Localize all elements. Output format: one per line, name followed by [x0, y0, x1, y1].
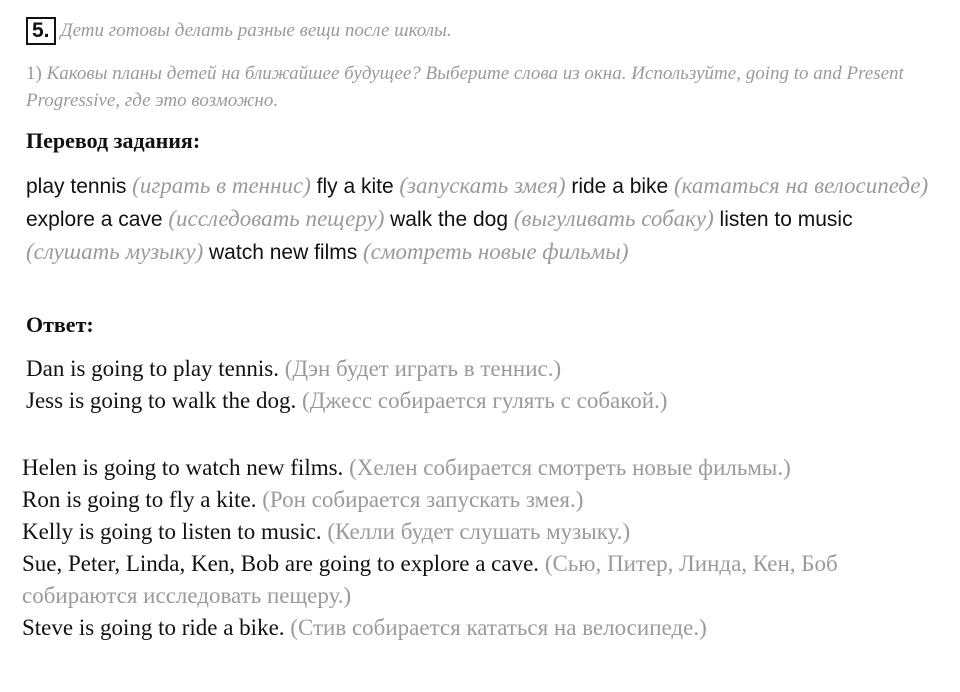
- word-en: walk the dog: [390, 208, 509, 231]
- word-en: explore a cave: [26, 208, 163, 231]
- answer-ru: (Джесс собирается гулять с собакой.): [302, 388, 668, 413]
- answer-en: Ron is going to fly a kite.: [22, 487, 257, 512]
- answer-en: Dan is going to play tennis.: [26, 356, 279, 381]
- answer-line: [26, 353, 946, 385]
- word-en: play tennis: [26, 175, 127, 198]
- answer-line: [26, 385, 946, 417]
- answer-ru: (Келли будет слушать музыку.): [327, 519, 631, 544]
- answer-ru: (Хелен собирается смотреть новые фильмы.): [349, 455, 791, 480]
- word-ru: (выгуливать собаку): [513, 206, 714, 231]
- answer-ru: (Стив собирается кататься на велосипеде.): [290, 615, 707, 640]
- word-ru: (исследовать пещеру): [168, 206, 385, 231]
- sub-task-text: Каковы планы детей на ближайшее будущее? Выберите слова из окна. Используйте, going to and Present Progressive, где это возможно.: [26, 63, 904, 111]
- answer-en: Jess is going to walk the dog.: [26, 388, 297, 413]
- task-title: Дети готовы делать разные вещи после школы.: [60, 20, 452, 41]
- answer-en: Steve is going to ride a bike.: [22, 615, 285, 640]
- answer-ru: (Рон собирается запускать змея.): [262, 487, 584, 512]
- answer-line: [22, 612, 942, 644]
- answer-ru: (Дэн будет играть в теннис.): [284, 356, 562, 381]
- answer-line: [22, 516, 942, 548]
- word-ru: (смотреть новые фильмы): [362, 239, 629, 264]
- answer-en: Helen is going to watch new films.: [22, 455, 344, 480]
- word-box-translation: [26, 170, 951, 269]
- word-en: listen to music: [719, 208, 853, 231]
- word-ru: (запускать змея): [399, 173, 566, 198]
- sub-task-number: 1): [26, 63, 42, 84]
- word-ru: (слушать музыку): [26, 239, 204, 264]
- answer-list-b: [22, 452, 942, 644]
- word-ru: (играть в теннис): [132, 173, 311, 198]
- word-en: fly a kite: [316, 175, 394, 198]
- translation-heading: Перевод задания:: [26, 128, 201, 153]
- word-en: watch new films: [209, 241, 358, 264]
- word-en: ride a bike: [571, 175, 669, 198]
- answer-line: [22, 484, 942, 516]
- answer-heading: Ответ:: [26, 312, 94, 337]
- answer-list-a: [26, 353, 946, 417]
- answer-ru: (Сью, Питер, Линда, Кен, Боб собираются исследовать пещеру.): [22, 551, 838, 608]
- answer-en: Kelly is going to listen to music.: [22, 519, 322, 544]
- answer-line: [22, 548, 942, 612]
- answer-line: [22, 452, 942, 484]
- answer-en: Sue, Peter, Linda, Ken, Bob are going to explore a cave.: [22, 551, 540, 576]
- sub-task-instruction: [26, 60, 946, 114]
- task-number-box: 5.: [26, 17, 56, 45]
- task-header: [26, 16, 452, 46]
- word-ru: (кататься на велосипеде): [673, 173, 929, 198]
